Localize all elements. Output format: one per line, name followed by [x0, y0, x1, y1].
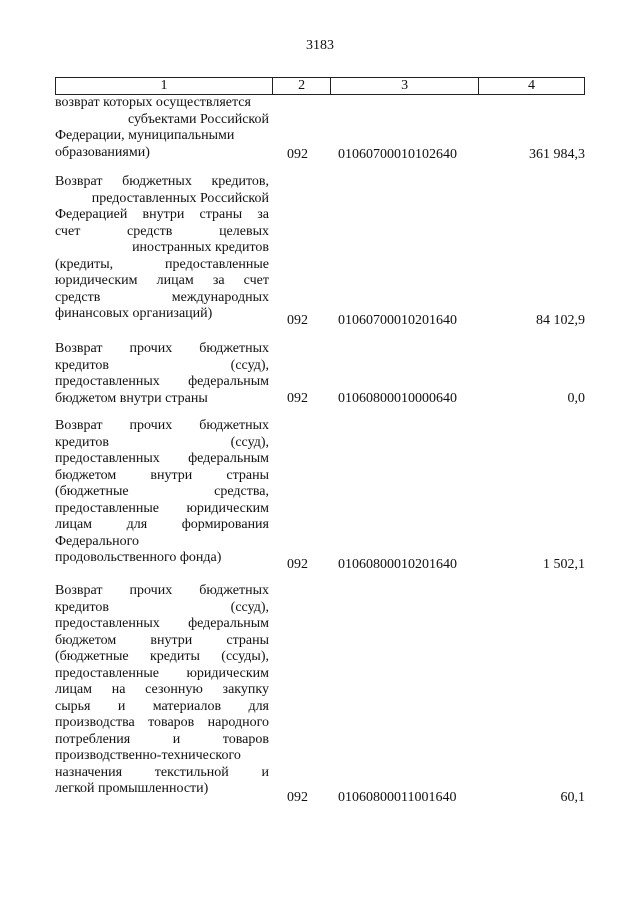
row-code: 092: [287, 147, 308, 162]
description-line: легкой промышленности): [55, 781, 209, 796]
column-header-4: 4: [478, 78, 584, 95]
description-line: образованиями): [55, 144, 150, 160]
row-amount: 84 102,9: [536, 313, 585, 328]
description-line: предоставленных федеральным: [55, 451, 269, 466]
description-line: кредитов (ссуд),: [55, 357, 269, 373]
column-header-3: 3: [331, 78, 479, 95]
description-line: лицам для формирования: [55, 517, 269, 532]
description-line: возврат которых осуществляется: [55, 95, 251, 110]
table-row: [55, 583, 585, 813]
table-row: [55, 95, 585, 165]
row-kbk: 01060800011001640: [338, 790, 457, 805]
description-line: бюджетом внутри страны: [55, 467, 269, 483]
description-line: счет средств целевых: [55, 223, 269, 239]
row-amount: 1 502,1: [543, 557, 585, 572]
description-line: Возврат прочих бюджетных: [55, 341, 269, 356]
description-line: предоставленные юридическим: [55, 665, 269, 681]
description-line: производственно-технического: [55, 748, 241, 763]
description-line: (кредиты, предоставленные: [55, 256, 269, 272]
description-line: кредитов (ссуд),: [55, 599, 269, 615]
description-line: финансовых организаций): [55, 306, 213, 321]
description-line: средств международных: [55, 289, 269, 305]
table-row: [55, 418, 585, 574]
row-kbk: 01060700010102640: [338, 147, 457, 162]
description-line: предоставленных федеральным: [55, 616, 269, 631]
row-code: 092: [287, 790, 308, 805]
description-line: сырья и материалов для: [55, 698, 269, 714]
description-line: предоставленных Российской: [91, 190, 269, 206]
row-description: [55, 95, 269, 161]
description-line: лицам на сезонную закупку: [55, 682, 269, 697]
description-line: иностранных кредитов: [132, 240, 269, 255]
description-line: (бюджетные средства,: [55, 484, 269, 499]
description-line: Возврат бюджетных кредитов,: [55, 174, 269, 189]
description-line: Федерацией внутри страны за: [55, 207, 269, 222]
row-description: [55, 418, 269, 567]
row-code: 092: [287, 557, 308, 572]
description-line: юридическим лицам за счет: [55, 273, 269, 288]
description-line: назначения текстильной и: [55, 764, 269, 780]
description-line: бюджетом внутри страны: [55, 390, 208, 406]
page-number: 3183: [306, 38, 334, 53]
row-description: [55, 174, 269, 323]
row-description: [55, 583, 269, 798]
row-kbk: 01060700010201640: [338, 313, 457, 328]
description-line: потребления и товаров: [55, 731, 269, 747]
row-amount: 60,1: [560, 790, 585, 805]
column-header-2: 2: [272, 78, 330, 95]
description-line: Федерации, муниципальными: [55, 128, 235, 143]
description-line: Федерального: [55, 533, 140, 549]
table-row: [55, 174, 585, 334]
row-kbk: 01060800010000640: [338, 391, 457, 406]
description-line: производства товаров народного: [55, 715, 269, 730]
description-line: (бюджетные кредиты (ссуды),: [55, 649, 269, 664]
description-line: продовольственного фонда): [55, 550, 222, 565]
description-line: субъектами Российской: [127, 111, 269, 127]
row-code: 092: [287, 313, 308, 328]
column-header-1: 1: [56, 78, 273, 95]
description-line: бюджетом внутри страны: [55, 632, 269, 648]
column-header-row: [55, 77, 585, 95]
row-code: 092: [287, 391, 308, 406]
description-line: предоставленных федеральным: [55, 374, 269, 389]
row-amount: 0,0: [567, 391, 585, 406]
row-kbk: 01060800010201640: [338, 557, 457, 572]
description-line: Возврат прочих бюджетных: [55, 418, 269, 433]
table-row: [55, 341, 585, 411]
description-line: Возврат прочих бюджетных: [55, 583, 269, 598]
description-line: кредитов (ссуд),: [55, 434, 269, 450]
row-amount: 361 984,3: [529, 147, 585, 162]
description-line: предоставленные юридическим: [55, 500, 269, 516]
row-description: [55, 341, 269, 407]
